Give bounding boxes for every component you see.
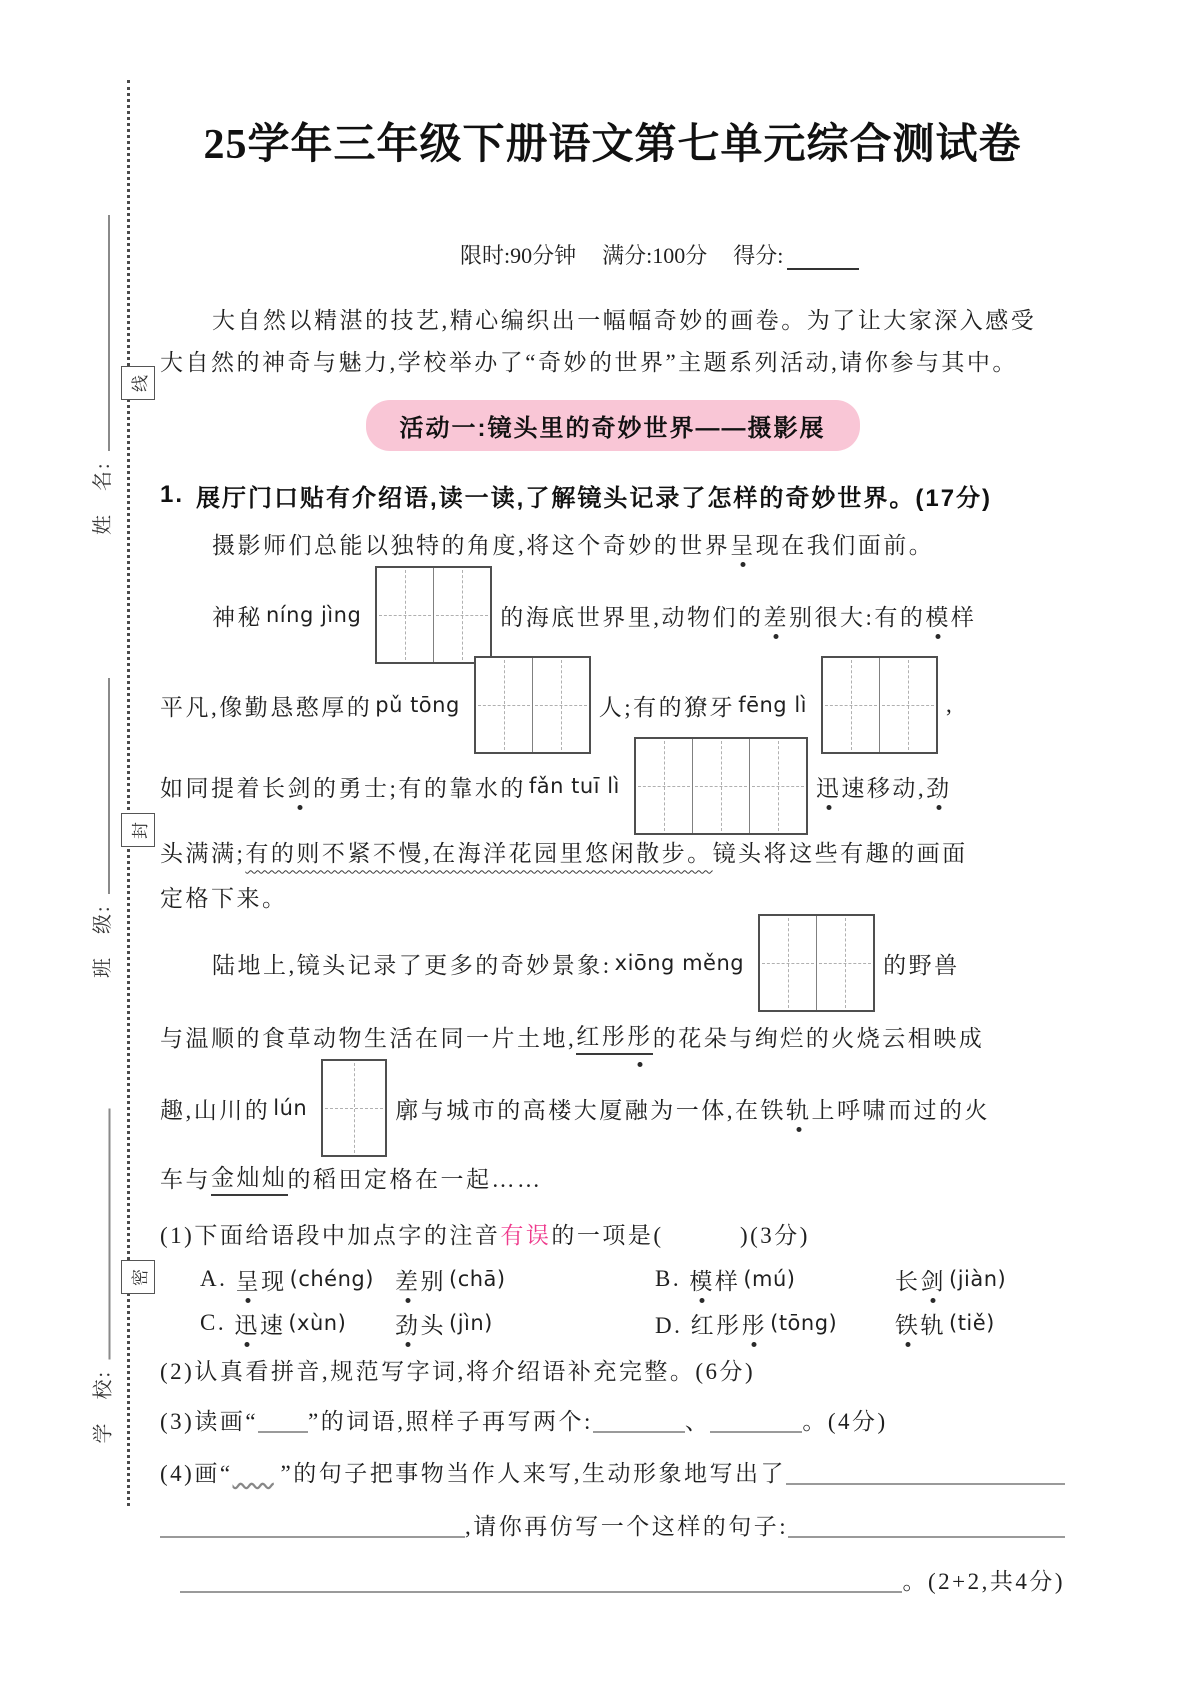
tianzige-box[interactable] (474, 656, 591, 754)
emphasized-char: 呈 (730, 527, 756, 560)
answer-blank[interactable] (788, 1510, 1065, 1538)
option-row-1 (160, 1257, 1065, 1301)
pinyin-text: (tiě) (949, 1311, 995, 1335)
emphasized-char: 彤 (742, 1307, 768, 1340)
emphasized-char: 彤 (627, 1018, 653, 1055)
passage-text: 与温顺的食草动物生活在同一片土地, (160, 1025, 577, 1051)
tianzige-cell[interactable] (823, 658, 879, 752)
passage-text: 、 (684, 1408, 711, 1434)
passage-text: (1)下面给语段中加点字的注音 (160, 1222, 501, 1248)
answer-blank[interactable] (258, 1405, 308, 1433)
intro-line-2: 大自然的神奇与魅力,学校举办了“奇妙的世界”主题系列活动,请你参与其中。 (160, 350, 1018, 375)
tianzige-box[interactable] (821, 656, 938, 754)
passage-text: (4)画“ (160, 1460, 233, 1486)
pinyin-text: pǔ tōng (375, 693, 460, 717)
passage-text: 摄影师们总能以独特的角度,将这个奇妙的世界 (212, 532, 731, 558)
option-cell (395, 1307, 655, 1340)
passage-text: 有误 (500, 1222, 552, 1248)
answer-blank[interactable] (593, 1405, 685, 1433)
intro-paragraph (160, 300, 1065, 384)
passage-text: 趣,山川的 (160, 1097, 271, 1123)
passage-text: 平凡,像勤恳憨厚的 (160, 694, 373, 720)
tianzige-cell[interactable] (816, 916, 873, 1010)
tianzige-cell[interactable] (749, 739, 806, 833)
main-content (160, 0, 1065, 1607)
seal-char-mi: 密 (121, 1260, 155, 1294)
pinyin-text: (mú) (743, 1267, 796, 1291)
tianzige-box[interactable] (758, 914, 875, 1012)
passage-text: 的勇士;有的靠水的 (313, 775, 526, 801)
tianzige-cell[interactable] (476, 658, 532, 752)
tianzige-cell[interactable] (692, 739, 749, 833)
passage-line-6 (160, 875, 1065, 917)
subquestions (160, 1209, 1065, 1607)
pinyin-text: (jìn) (449, 1311, 493, 1335)
passage-text: 陆地上,镜头记录了更多的奇妙景象: (212, 952, 612, 978)
school-blank[interactable] (91, 1109, 111, 1360)
passage-text: 红彤 (576, 1018, 627, 1055)
passage-text: C. (200, 1310, 235, 1335)
activity-banner-row (160, 400, 1065, 451)
pinyin-text: fǎn tuī lì (528, 774, 620, 798)
passage-text: 轨 (920, 1312, 946, 1338)
emphasized-char: 呈 (236, 1263, 262, 1296)
answer-blank[interactable] (180, 1565, 902, 1593)
seal-char-xian: 线 (121, 366, 155, 400)
pinyin-text: lún (273, 1096, 308, 1120)
passage-text: 样 (950, 604, 977, 630)
option-cell (655, 1307, 895, 1340)
school-label: 学 校: (92, 1369, 114, 1444)
passage-text: , (945, 692, 955, 717)
class-label: 班 级: (91, 904, 114, 978)
passage-text: ”的句子把事物当作人来写,生动形象地写出了 (280, 1460, 786, 1486)
passage-line-7 (160, 917, 1065, 1009)
option-cell (895, 1263, 1012, 1296)
sidebar-field-school (87, 1109, 115, 1444)
tianzige-box[interactable] (321, 1059, 387, 1157)
emphasized-char: 剑 (288, 770, 314, 803)
passage-text: 速移动, (841, 775, 927, 801)
intro-line-1: 大自然以精湛的技艺,精心编织出一幅幅奇妙的画卷。为了让大家深入感受 (212, 308, 1037, 333)
passage-text: 头满满; (160, 840, 246, 866)
passage-text: 人;有的獠牙 (598, 694, 736, 720)
passage-text: 神秘 (212, 604, 263, 630)
tianzige-box[interactable] (375, 566, 492, 664)
passage-text: 速 (259, 1312, 286, 1338)
pinyin-text: níng jìng (266, 603, 362, 627)
emphasized-char: 差 (395, 1263, 421, 1296)
option-cell (895, 1307, 1001, 1340)
subquestion-2 (160, 1345, 1065, 1393)
emphasized-char: 模 (925, 599, 951, 632)
subquestion-4-line-3 (160, 1551, 1065, 1607)
passage-text: 现在我们面前。 (755, 532, 935, 558)
answer-blank[interactable] (233, 1458, 281, 1484)
passage-text: (3)读画“ (160, 1408, 259, 1434)
emphasized-char: 劲 (926, 770, 952, 803)
passage-text: 金灿灿 (211, 1159, 288, 1196)
sidebar-field-class (86, 678, 114, 978)
passage-text: 头 (420, 1312, 446, 1338)
pinyin-text: (chéng) (289, 1267, 374, 1291)
passage-text: 。(2+2,共4分) (902, 1568, 1065, 1594)
passage-text: 车与 (160, 1166, 211, 1192)
name-blank[interactable] (90, 215, 110, 451)
passage-text: 定格下来。 (160, 885, 288, 911)
pinyin-text: xiōng měng (614, 951, 745, 975)
question-1-number: 1. (160, 481, 185, 508)
passage (160, 521, 1065, 1201)
passage-text: ”的词语,照样子再写两个: (308, 1408, 593, 1434)
exam-info-row (160, 240, 1065, 270)
emphasized-char: 差 (764, 599, 790, 632)
passage-text: 的海底世界里,动物们的 (500, 604, 764, 630)
sidebar-field-name (86, 215, 114, 535)
passage-text: 廓与城市的高楼大厦融为一体,在铁 (395, 1097, 786, 1123)
tianzige-cell[interactable] (377, 568, 433, 662)
passage-text: 的野兽 (883, 952, 960, 978)
passage-text: ,请你再仿写一个这样的句子: (465, 1513, 789, 1539)
emphasized-char: 轨 (786, 1092, 812, 1125)
class-blank[interactable] (90, 678, 110, 894)
passage-text: 现 (261, 1268, 287, 1294)
tianzige-cell[interactable] (760, 916, 816, 1010)
passage-text: 的稻田定格在一起…… (287, 1166, 543, 1192)
answer-blank[interactable] (160, 1510, 465, 1538)
score-label: 得分: (733, 243, 784, 268)
subquestion-3 (160, 1393, 1065, 1445)
passage-text: 样 (714, 1268, 741, 1294)
passage-line-3 (160, 665, 1065, 745)
emphasized-char: 铁 (895, 1307, 921, 1340)
passage-text: 的花朵与绚烂的火烧云相映成 (652, 1025, 985, 1051)
passage-text: 的一项是( )(3分) (551, 1222, 810, 1248)
option-cell (655, 1263, 895, 1296)
subquestion-1 (160, 1209, 1065, 1257)
passage-text: 如同提着长 (160, 775, 288, 801)
passage-text: (2)认真看拼音,规范写字词,将介绍语补充完整。(6分) (160, 1358, 756, 1384)
subquestion-4-line-1 (160, 1445, 1065, 1497)
tianzige-cell[interactable] (879, 658, 936, 752)
passage-text: 长 (895, 1268, 921, 1294)
option-row-2 (160, 1301, 1065, 1345)
passage-text: D. 红彤 (655, 1312, 742, 1338)
tianzige-cell[interactable] (532, 658, 589, 752)
passage-text: 别很大:有的 (789, 604, 926, 630)
passage-line-2 (160, 565, 1065, 665)
pinyin-text: fēng lì (738, 693, 807, 717)
question-1 (160, 477, 1065, 513)
tianzige-cell[interactable] (636, 739, 692, 833)
pinyin-text: (chā) (449, 1267, 506, 1291)
emphasized-char: 迅 (234, 1307, 260, 1340)
activity-banner: 活动一:镜头里的奇妙世界——摄影展 (366, 400, 860, 451)
passage-line-5 (160, 827, 1065, 875)
pinyin-text: (jiàn) (949, 1267, 1007, 1291)
seal-char-feng: 封 (121, 813, 155, 847)
time-limit: 限时:90分钟 (460, 243, 577, 268)
emphasized-char: 劲 (395, 1307, 421, 1340)
emphasized-char: 迅 (816, 770, 842, 803)
option-cell (395, 1263, 655, 1296)
passage-text: 上呼啸而过的火 (811, 1097, 990, 1123)
passage-text: 别 (420, 1268, 446, 1294)
option-cell (200, 1307, 395, 1340)
tianzige-cell[interactable] (433, 568, 490, 662)
pinyin-text: (tōng) (770, 1311, 838, 1335)
tianzige-cell[interactable] (323, 1061, 385, 1155)
question-1-stem: 展厅门口贴有介绍语,读一读,了解镜头记录了怎样的奇妙世界。(17分) (196, 484, 993, 512)
passage-text: B. (655, 1266, 690, 1291)
tianzige-box[interactable] (634, 737, 808, 835)
passage-line-4 (160, 745, 1065, 827)
passage-text: A. (200, 1266, 236, 1291)
pinyin-text: (xùn) (288, 1311, 347, 1335)
name-label: 姓 名: (91, 461, 114, 535)
page-title: 25学年三年级下册语文第七单元综合测试卷 (203, 122, 1022, 168)
answer-blank[interactable] (710, 1405, 802, 1433)
emphasized-char: 剑 (921, 1263, 947, 1296)
passage-text: 镜头将这些有趣的画面 (712, 840, 968, 866)
full-score: 满分:100分 (602, 243, 708, 268)
score-blank[interactable] (787, 244, 859, 270)
passage-line-9 (160, 1063, 1065, 1153)
passage-line-8 (160, 1009, 1065, 1063)
option-cell (200, 1263, 395, 1296)
passage-text: 有的则不紧不慢,在海洋花园里悠闲散步。 (245, 840, 713, 866)
emphasized-char: 模 (689, 1263, 715, 1296)
subquestion-4-line-2 (160, 1497, 1065, 1551)
passage-text: 。(4分) (802, 1408, 888, 1434)
answer-blank[interactable] (786, 1457, 1065, 1485)
passage-line-10 (160, 1153, 1065, 1201)
passage-line-1 (160, 521, 1065, 565)
